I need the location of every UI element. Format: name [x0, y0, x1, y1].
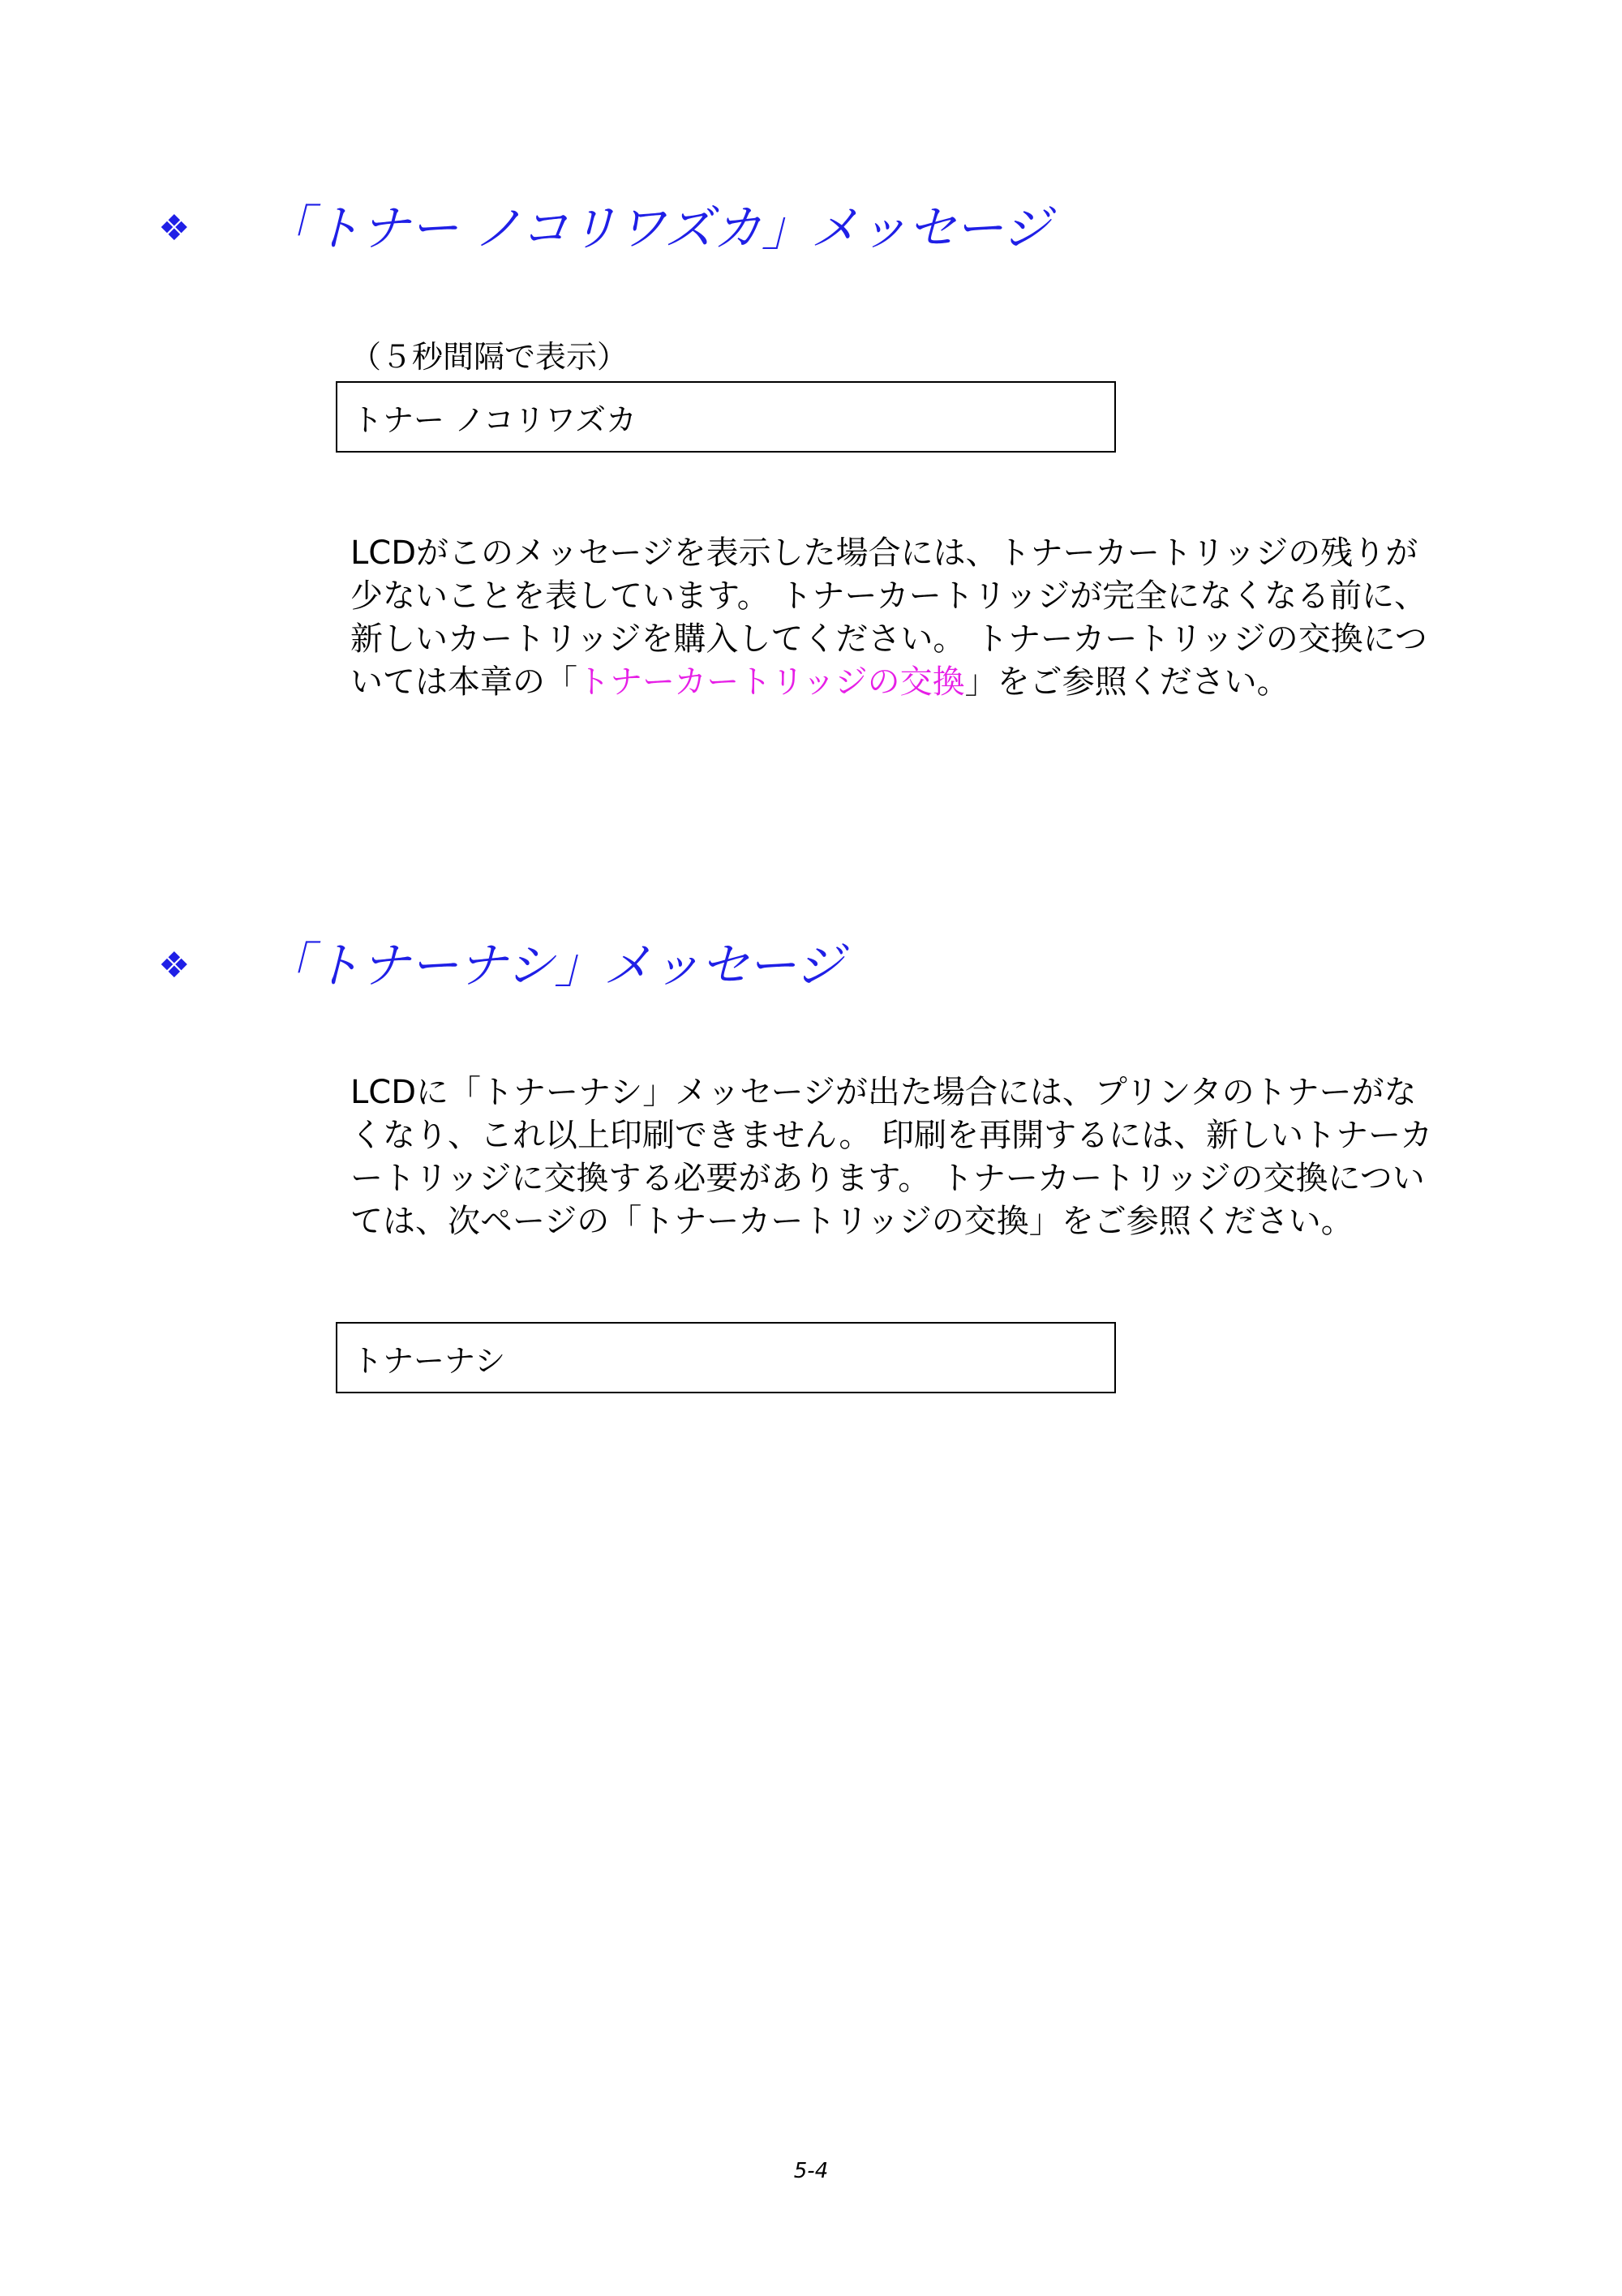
- lcd-message-text: トナーナシ: [352, 1342, 506, 1379]
- paragraph-line: くなり、これ以上印刷できません。 印刷を再開するには、新しいトナーカ: [350, 1117, 1433, 1154]
- lcd-message-text: トナー ノコリワズカ: [352, 401, 637, 438]
- lcd-display-box: [336, 381, 1116, 453]
- paragraph-line: ートリッジに交換する必要があります。 トナーカートリッジの交換につい: [350, 1160, 1425, 1197]
- section-title: 「トナー ノコリワズカ」メッセージ: [264, 200, 1051, 257]
- diamond-bullet-icon: ❖: [158, 208, 191, 249]
- section-paragraph: [350, 1071, 1486, 1243]
- display-interval-caption: （５秒間隔で表示）: [350, 339, 629, 375]
- paragraph-line: 少ないことを表しています。 トナーカートリッジが完全になくなる前に、: [350, 577, 1427, 615]
- diamond-bullet-icon: ❖: [158, 945, 191, 986]
- section-heading-no-toner: [158, 938, 844, 994]
- section-paragraph: [350, 532, 1486, 704]
- section-heading-toner-low: [158, 200, 1051, 257]
- paragraph-line: LCDがこのメッセージを表示した場合には、トナーカートリッジの残りが: [350, 534, 1418, 572]
- cross-reference-link[interactable]: トナーカートリッジの交換: [577, 663, 965, 701]
- paragraph-line: ては、次ページの「トナーカートリッジの交換」をご参照ください。: [350, 1203, 1354, 1240]
- paragraph-line-suffix: 」をご参照ください。: [964, 663, 1289, 701]
- paragraph-line: LCDに「トナーナシ」メッセージが出た場合には、プリンタのトナーがな: [350, 1074, 1417, 1111]
- paragraph-line-prefix: いては本章の「: [350, 663, 577, 701]
- page-number: 5-4: [793, 2159, 829, 2183]
- lcd-display-box: [336, 1322, 1116, 1393]
- paragraph-line: 新しいカートリッジを購入してください。 トナーカートリッジの交換につ: [350, 620, 1427, 658]
- section-title: 「トナーナシ」メッセージ: [264, 938, 844, 994]
